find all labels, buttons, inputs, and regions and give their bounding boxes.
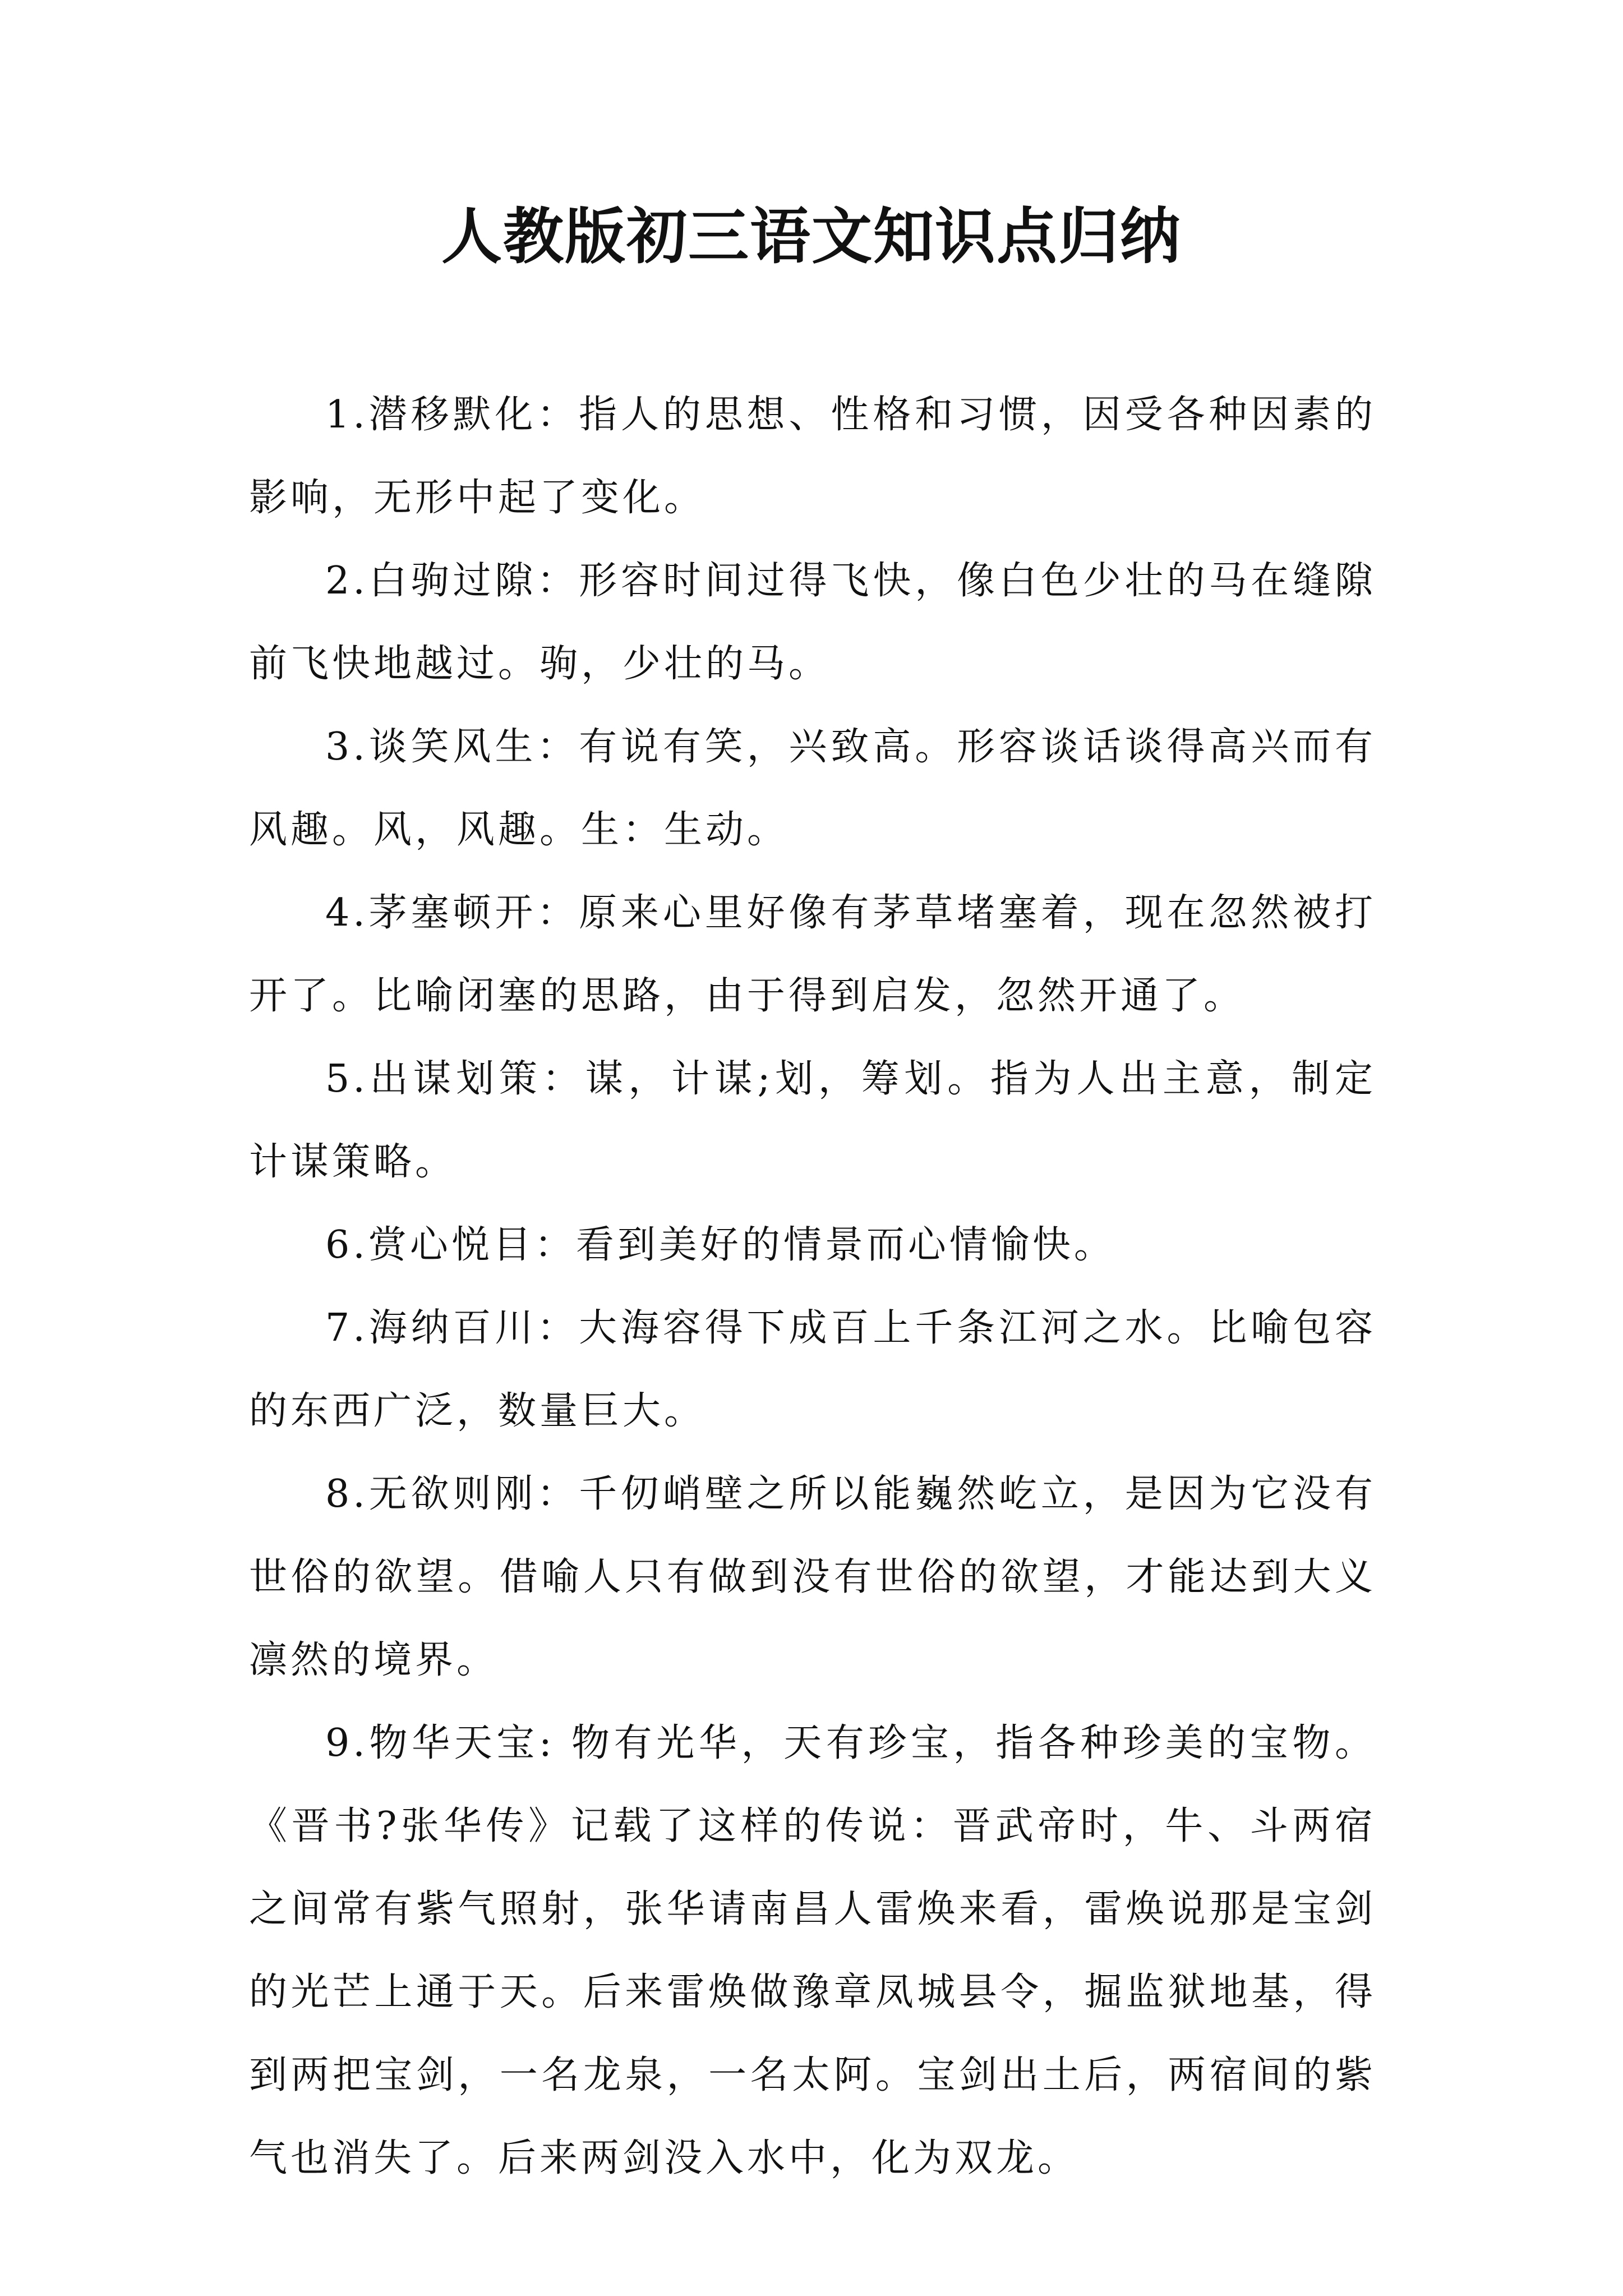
paragraph-3: 3.谈笑风生：有说有笑，兴致高。形容谈话谈得高兴而有风趣。风，风趣。生：生动。	[249, 725, 1376, 852]
paragraph-6: 6.赏心悦目：看到美好的情景而心情愉快。	[325, 1223, 1115, 1267]
paragraph-1: 1.潜移默化：指人的思想、性格和习惯，因受各种因素的影响，无形中起了变化。	[249, 393, 1376, 520]
paragraph-9: 9.物华天宝: 物有光华，天有珍宝，指各种珍美的宝物。《晋书?张华传》记载了这样的传说：晋武帝时，牛、斗两宿之间常有紫气照射，张华请南昌人雷焕来看，雷焕说那是宝剑的光芒上通于天。后来雷焕做豫章凤城县令，掘监狱地基，得到两把宝剑，一名龙泉，一名太阿。宝剑出土后，两宿间的紫气也消失了。后来两剑没入水中，化为双龙。	[249, 1721, 1376, 2180]
paragraph-7: 7.海纳百川：大海容得下成百上千条江河之水。比喻包容的东西广泛，数量巨大。	[249, 1306, 1376, 1433]
paragraph-5: 5.出谋划策：谋，计谋;划，筹划。指为人出主意，制定计谋策略。	[249, 1057, 1376, 1184]
paragraph-8: 8.无欲则刚：千仞峭壁之所以能巍然屹立，是因为它没有世俗的欲望。借喻人只有做到没有世俗的欲望，才能达到大义凛然的境界。	[249, 1472, 1376, 1682]
paragraph-4: 4.茅塞顿开：原来心里好像有茅草堵塞着，现在忽然被打开了。比喻闭塞的思路，由于得到启发，忽然开通了。	[249, 891, 1376, 1018]
document-body	[249, 374, 1376, 2200]
paragraph-2: 2.白驹过隙：形容时间过得飞快，像白色少壮的马在缝隙前飞快地越过。驹，少壮的马。	[249, 559, 1376, 686]
document-title: 人教版初三语文知识点归纳	[441, 201, 1182, 272]
